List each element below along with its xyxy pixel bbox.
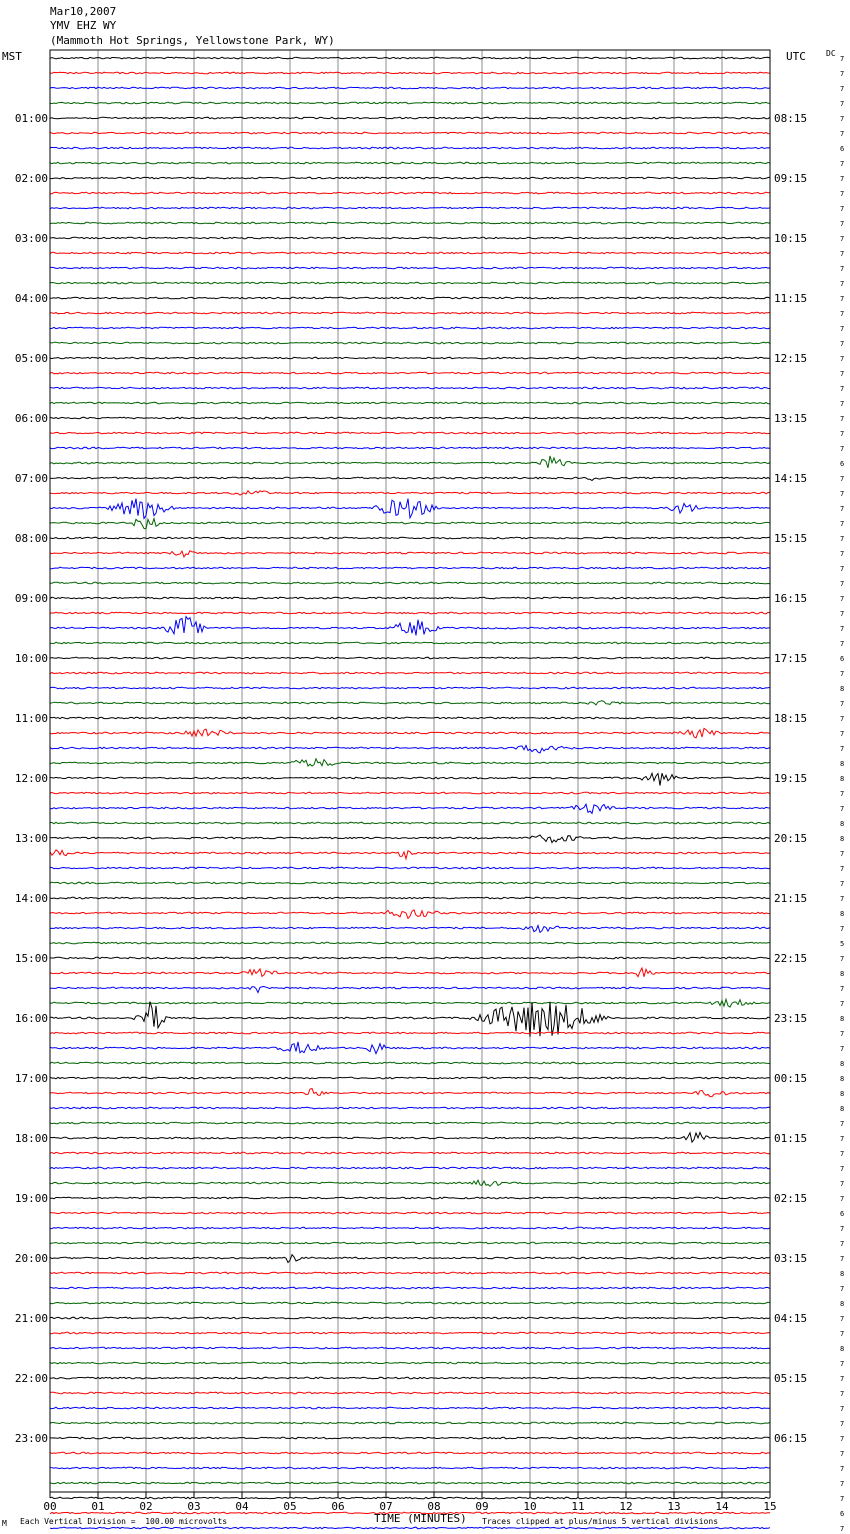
left-hour-label: 12:00	[14, 772, 48, 785]
dc-offset-label: 6	[840, 655, 845, 663]
x-axis-title: TIME (MINUTES)	[374, 1512, 467, 1525]
left-zone-label: MST	[2, 50, 22, 63]
dc-offset-label: 7	[840, 1315, 845, 1323]
dc-offset-label: 7	[840, 880, 845, 888]
seismic-trace	[50, 192, 770, 194]
dc-offset-label: 7	[840, 565, 845, 573]
left-hour-label: 10:00	[14, 652, 48, 665]
dc-offset-label: 7	[840, 805, 845, 813]
right-hour-label: 15:15	[774, 532, 808, 545]
dc-offset-label: 7	[840, 385, 845, 393]
seismic-trace	[50, 357, 770, 359]
seismic-trace	[50, 804, 770, 813]
dc-offset-label: 7	[840, 700, 845, 708]
x-tick-label: 06	[331, 1500, 345, 1513]
seismic-trace	[50, 57, 770, 59]
dc-offset-label: 6	[840, 1510, 845, 1518]
dc-offset-label: 7	[840, 1135, 845, 1143]
seismic-trace	[50, 222, 770, 224]
dc-offset-label: 8	[840, 1300, 845, 1308]
dc-offset-label: 7	[840, 595, 845, 603]
seismic-trace	[50, 387, 770, 389]
seismic-trace	[50, 282, 770, 284]
seismic-trace	[50, 617, 770, 636]
right-hour-label: 10:15	[774, 232, 808, 245]
dc-offset-label: 7	[840, 340, 845, 348]
seismic-trace	[50, 1332, 770, 1334]
dc-offset-label: 7	[840, 205, 845, 213]
left-hour-label: 22:00	[14, 1372, 48, 1385]
dc-offset-label: 7	[840, 1405, 845, 1413]
seismic-trace	[50, 432, 770, 434]
right-hour-label: 03:15	[774, 1252, 808, 1265]
dc-offset-label: 6	[840, 1210, 845, 1218]
right-hour-label: 21:15	[774, 892, 808, 905]
seismic-trace	[50, 968, 770, 977]
right-hour-label: 18:15	[774, 712, 808, 725]
seismic-trace	[50, 773, 770, 785]
x-tick-label: 00	[43, 1500, 57, 1513]
left-hour-label: 08:00	[14, 532, 48, 545]
dc-offset-label: 7	[840, 1165, 845, 1173]
right-hour-label: 11:15	[774, 292, 808, 305]
dc-offset-label: 7	[840, 430, 845, 438]
dc-offset-label: 7	[840, 295, 845, 303]
right-hour-label: 09:15	[774, 172, 808, 185]
x-tick-label: 12	[619, 1500, 633, 1513]
dc-offset-label: 7	[840, 505, 845, 513]
seismic-trace	[50, 117, 770, 119]
x-tick-label: 11	[571, 1500, 585, 1513]
seismic-trace	[50, 477, 770, 480]
left-hour-label: 18:00	[14, 1132, 48, 1145]
seismic-trace	[50, 1032, 770, 1034]
right-zone-label: UTC	[786, 50, 806, 63]
dc-offset-label: 7	[840, 475, 845, 483]
seismic-trace	[50, 1407, 770, 1409]
left-hour-label: 21:00	[14, 1312, 48, 1325]
x-tick-label: 04	[235, 1500, 249, 1513]
right-hour-label: 05:15	[774, 1372, 808, 1385]
seismic-trace	[50, 252, 770, 254]
seismic-trace	[50, 1377, 770, 1379]
seismic-trace	[50, 267, 770, 269]
dc-offset-label: 7	[840, 745, 845, 753]
dc-offset-label: 7	[840, 490, 845, 498]
axis-labels	[15, 55, 844, 1534]
x-tick-label: 02	[139, 1500, 153, 1513]
left-hour-label: 20:00	[14, 1252, 48, 1265]
dc-offset-label: 8	[840, 1060, 845, 1068]
seismic-trace	[50, 1002, 770, 1037]
dc-offset-label: 7	[840, 1255, 845, 1263]
x-tick-label: 08	[427, 1500, 441, 1513]
dc-offset-label: 7	[840, 1465, 845, 1473]
seismic-trace	[50, 1132, 770, 1142]
dc-offset-label: 7	[840, 730, 845, 738]
seismic-trace	[50, 327, 770, 329]
dc-offset-label: 7	[840, 1450, 845, 1458]
seismic-trace	[50, 132, 770, 134]
seismic-trace	[50, 1122, 770, 1124]
dc-offset-label: 7	[840, 865, 845, 873]
seismic-trace	[50, 1042, 770, 1054]
dc-offset-label: 7	[840, 895, 845, 903]
left-hour-label: 16:00	[14, 1012, 48, 1025]
seismic-trace	[50, 1422, 770, 1424]
seismic-trace	[50, 1152, 770, 1154]
trace-group	[50, 57, 770, 1534]
dc-offset-label: 7	[840, 1525, 845, 1533]
x-tick-label: 10	[523, 1500, 537, 1513]
left-hour-label: 05:00	[14, 352, 48, 365]
right-hour-label: 17:15	[774, 652, 808, 665]
seismic-trace	[50, 491, 770, 495]
x-tick-label: 07	[379, 1500, 393, 1513]
right-hour-label: 01:15	[774, 1132, 808, 1145]
dc-offset-label: 7	[840, 130, 845, 138]
seismic-trace	[50, 1212, 770, 1214]
seismic-trace	[50, 642, 770, 644]
left-hour-label: 01:00	[14, 112, 48, 125]
x-tick-label: 03	[187, 1500, 201, 1513]
seismic-trace	[50, 926, 770, 933]
x-tick-label: 13	[667, 1500, 681, 1513]
dc-offset-label: 8	[840, 1105, 845, 1113]
dc-offset-label: 6	[840, 145, 845, 153]
header-station: YMV EHZ WY	[50, 19, 117, 32]
seismic-trace	[50, 499, 770, 519]
seismic-trace	[50, 1362, 770, 1364]
seismic-trace	[50, 717, 770, 719]
seismic-trace	[50, 456, 770, 468]
dc-offset-label: 7	[840, 55, 845, 63]
seismic-trace	[50, 297, 770, 299]
right-hour-label: 00:15	[774, 1072, 808, 1085]
left-hour-label: 15:00	[14, 952, 48, 965]
dc-offset-label: 7	[840, 790, 845, 798]
seismic-trace	[50, 1167, 770, 1169]
right-hour-label: 12:15	[774, 352, 808, 365]
seismic-trace	[50, 792, 770, 794]
dc-offset-label: 5	[840, 940, 845, 948]
dc-offset-label: 7	[840, 100, 845, 108]
dc-offset-label: 7	[840, 925, 845, 933]
left-hour-label: 11:00	[14, 712, 48, 725]
dc-offset-label: 7	[840, 1045, 845, 1053]
left-hour-label: 19:00	[14, 1192, 48, 1205]
dc-offset-label: 8	[840, 760, 845, 768]
seismic-trace	[50, 1527, 770, 1529]
x-tick-label: 09	[475, 1500, 489, 1513]
dc-offset-label: 7	[840, 1180, 845, 1188]
dc-offset-label: 7	[840, 1150, 845, 1158]
seismic-trace	[50, 87, 770, 89]
dc-offset-label: 7	[840, 1030, 845, 1038]
seismic-trace	[50, 999, 770, 1007]
dc-offset-label: 7	[840, 955, 845, 963]
seismic-trace	[50, 1497, 770, 1499]
dc-offset-label: 7	[840, 715, 845, 723]
dc-offset-label: 7	[840, 535, 845, 543]
dc-offset-label: 7	[840, 190, 845, 198]
dc-offset-label: 8	[840, 1090, 845, 1098]
seismic-trace	[50, 1255, 770, 1263]
seismic-trace	[50, 987, 770, 993]
dc-offset-label: 8	[840, 775, 845, 783]
dc-offset-label: 7	[840, 115, 845, 123]
seismic-trace	[50, 759, 770, 766]
right-hour-label: 08:15	[774, 112, 808, 125]
seismic-trace	[50, 1062, 770, 1064]
dc-offset-label: 7	[840, 1225, 845, 1233]
dc-offset-label: 8	[840, 835, 845, 843]
seismic-trace	[50, 746, 770, 754]
dc-offset-label: 7	[840, 445, 845, 453]
dc-offset-label: 7	[840, 670, 845, 678]
right-hour-label: 02:15	[774, 1192, 808, 1205]
scale-note: Each Vertical Division = 100.00 microvolts	[20, 1517, 228, 1526]
x-tick-label: 05	[283, 1500, 297, 1513]
seismic-trace	[50, 237, 770, 239]
right-hour-label: 16:15	[774, 592, 808, 605]
dc-offset-label: 7	[840, 1330, 845, 1338]
seismic-trace	[50, 447, 770, 449]
dc-offset-label: 7	[840, 250, 845, 258]
seismic-trace	[50, 1392, 770, 1394]
seismic-trace	[50, 537, 770, 539]
dc-offset-label: 7	[840, 1240, 845, 1248]
seismic-trace	[50, 850, 770, 859]
dc-offset-label: 7	[840, 355, 845, 363]
dc-offset-label: 7	[840, 85, 845, 93]
dc-offset-label: 7	[840, 610, 845, 618]
dc-offset-label: 8	[840, 1075, 845, 1083]
dc-offset-label: 7	[840, 1390, 845, 1398]
dc-offset-label: 7	[840, 1480, 845, 1488]
dc-offset-label: 8	[840, 1345, 845, 1353]
seismic-trace	[50, 147, 770, 149]
seismic-trace	[50, 102, 770, 104]
seismic-trace	[50, 882, 770, 884]
seismic-trace	[50, 312, 770, 314]
right-hour-label: 04:15	[774, 1312, 808, 1325]
dc-offset-label: 7	[840, 1375, 845, 1383]
seismic-trace	[50, 1180, 770, 1186]
dc-offset-label: 8	[840, 685, 845, 693]
right-hour-label: 19:15	[774, 772, 808, 785]
dc-offset-label: 7	[840, 310, 845, 318]
dc-offset-label: 7	[840, 220, 845, 228]
clip-note: Traces clipped at plus/minus 5 vertical divisions	[482, 1517, 719, 1526]
dc-offset-label: 7	[840, 580, 845, 588]
seismic-trace	[50, 1317, 770, 1319]
dc-label: DC	[826, 49, 836, 58]
seismic-trace	[50, 1227, 770, 1229]
right-hour-label: 13:15	[774, 412, 808, 425]
seismic-trace	[50, 1107, 770, 1109]
seismic-trace	[50, 701, 770, 705]
dc-offset-label: 7	[840, 370, 845, 378]
left-hour-label: 04:00	[14, 292, 48, 305]
dc-offset-label: 8	[840, 820, 845, 828]
seismic-trace	[50, 1287, 770, 1289]
seismic-trace	[50, 207, 770, 209]
dc-offset-label: 7	[840, 625, 845, 633]
dc-offset-label: 7	[840, 985, 845, 993]
dc-offset-label: 7	[840, 1000, 845, 1008]
seismic-trace	[50, 942, 770, 944]
dc-offset-label: 7	[840, 265, 845, 273]
left-hour-label: 07:00	[14, 472, 48, 485]
seismic-trace	[50, 1482, 770, 1484]
dc-offset-label: 7	[840, 1360, 845, 1368]
seismic-trace	[50, 910, 770, 918]
seismic-trace	[50, 162, 770, 164]
seismic-trace	[50, 1089, 770, 1097]
left-hour-label: 23:00	[14, 1432, 48, 1445]
dc-offset-label: 7	[840, 520, 845, 528]
seismic-trace	[50, 597, 770, 599]
seismic-trace	[50, 1302, 770, 1304]
seismic-trace	[50, 177, 770, 179]
dc-offset-label: 7	[840, 415, 845, 423]
seismic-trace	[50, 672, 770, 674]
seismic-trace	[50, 687, 770, 689]
left-hour-label: 13:00	[14, 832, 48, 845]
dc-offset-label: 7	[840, 1435, 845, 1443]
right-hour-label: 22:15	[774, 952, 808, 965]
x-tick-label: 01	[91, 1500, 105, 1513]
dc-offset-label: 7	[840, 1195, 845, 1203]
dc-offset-label: 7	[840, 550, 845, 558]
dc-offset-label: 7	[840, 1420, 845, 1428]
x-tick-label: 14	[715, 1500, 729, 1513]
seismic-trace	[50, 612, 770, 614]
seismic-trace	[50, 957, 770, 959]
seismic-trace	[50, 1077, 770, 1079]
plot-frame	[50, 50, 770, 1492]
left-hour-label: 09:00	[14, 592, 48, 605]
left-hour-label: 14:00	[14, 892, 48, 905]
dc-offset-label: 7	[840, 400, 845, 408]
dc-offset-label: 7	[840, 640, 845, 648]
dc-offset-label: 7	[840, 160, 845, 168]
right-hour-label: 23:15	[774, 1012, 808, 1025]
dc-offset-label: 6	[840, 460, 845, 468]
header-location: (Mammoth Hot Springs, Yellowstone Park, WY)	[50, 34, 335, 47]
seismic-trace	[50, 1242, 770, 1244]
seismic-trace	[50, 342, 770, 344]
dc-offset-label: 7	[840, 235, 845, 243]
x-tick-label: 15	[763, 1500, 777, 1513]
header-date: Mar10,2007	[50, 5, 117, 18]
dc-offset-label: 8	[840, 910, 845, 918]
seismic-trace	[50, 582, 770, 584]
dc-offset-label: 7	[840, 175, 845, 183]
left-hour-label: 03:00	[14, 232, 48, 245]
dc-offset-label: 7	[840, 1120, 845, 1128]
seismic-trace	[50, 728, 770, 738]
seismic-trace	[50, 402, 770, 404]
seismic-trace	[50, 1272, 770, 1274]
seismic-trace	[50, 519, 770, 529]
seismic-trace	[50, 1452, 770, 1454]
seismic-trace	[50, 417, 770, 419]
seismic-trace	[50, 867, 770, 869]
dc-offset-label: 8	[840, 970, 845, 978]
seismic-trace	[50, 372, 770, 374]
dc-offset-label: 7	[840, 1495, 845, 1503]
dc-offset-label: 7	[840, 1285, 845, 1293]
seismic-trace	[50, 72, 770, 74]
seismic-trace	[50, 1347, 770, 1349]
seismic-trace	[50, 1437, 770, 1439]
seismic-trace	[50, 835, 770, 843]
corner-mark: M	[2, 1519, 7, 1528]
dc-offset-label: 7	[840, 280, 845, 288]
seismic-trace	[50, 1197, 770, 1199]
right-hour-label: 20:15	[774, 832, 808, 845]
dc-offset-label: 8	[840, 1270, 845, 1278]
dc-offset-label: 8	[840, 1015, 845, 1023]
seismic-trace	[50, 897, 770, 899]
right-hour-label: 14:15	[774, 472, 808, 485]
seismic-trace	[50, 1467, 770, 1469]
dc-offset-label: 7	[840, 850, 845, 858]
dc-offset-label: 7	[840, 325, 845, 333]
seismic-trace	[50, 551, 770, 557]
left-hour-label: 02:00	[14, 172, 48, 185]
dc-offset-label: 7	[840, 70, 845, 78]
left-hour-label: 17:00	[14, 1072, 48, 1085]
right-hour-label: 06:15	[774, 1432, 808, 1445]
seismic-trace	[50, 657, 770, 659]
left-hour-label: 06:00	[14, 412, 48, 425]
seismic-trace	[50, 567, 770, 569]
grid-lines	[98, 50, 722, 1492]
seismic-trace	[50, 822, 770, 824]
